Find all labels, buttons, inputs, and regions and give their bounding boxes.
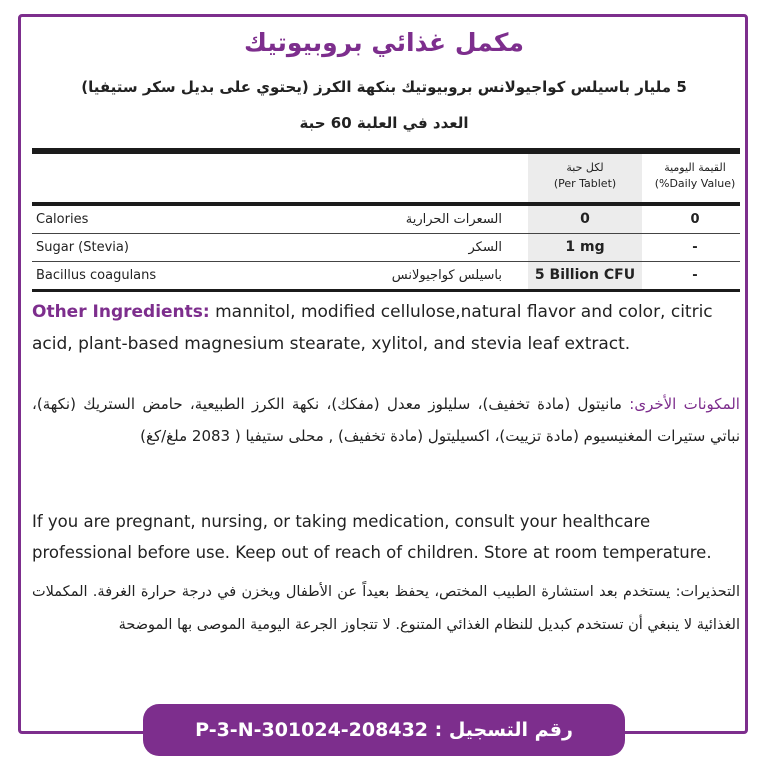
nutrient-name-ar: باسيلس كواجيولانس [391, 268, 502, 283]
nutrient-name-ar: السكر [468, 240, 502, 255]
per-tablet-header-ar: لكل حبة [566, 161, 604, 174]
daily-value: - [692, 268, 698, 283]
per-tablet-value: 5 Billion CFU [528, 262, 642, 289]
warnings-en: If you are pregnant, nursing, or taking medication, consult your healthcare professional before use. Keep out of reach of children. Store at room temperature. [32, 512, 712, 562]
table-header-row [32, 154, 740, 206]
per-tablet-header-en: (Per Tablet) [553, 177, 617, 190]
nutrient-name-en: Sugar (Stevia) [36, 240, 129, 255]
other-ingredients-label-en: Other Ingredients: [32, 302, 210, 322]
daily-value-header [650, 160, 740, 192]
daily-value-header-en: (%Daily Value) [654, 177, 736, 190]
other-ingredients-ar [32, 388, 740, 452]
product-subtitle: 5 مليار باسيلس كواجيولانس بروبيوتيك بنكهة الكرز (يحتوي على بديل سكر ستيفيا) [81, 78, 687, 96]
supplement-facts-table [32, 148, 740, 292]
nutrient-name-en: Bacillus coagulans [36, 268, 157, 283]
product-title: مكمل غذائي بروبيوتيك [244, 28, 524, 57]
tablet-count: العدد في العلبة 60 حبة [299, 114, 469, 132]
nutrient-name-ar: السعرات الحرارية [405, 212, 502, 227]
other-ingredients-label-ar: المكونات الأخرى: [629, 395, 740, 413]
daily-value-header-ar: القيمة اليومية [664, 161, 726, 174]
registration-number-badge: رقم التسجيل : P-3-N-301024-208432 [143, 704, 625, 756]
table-row [32, 262, 740, 292]
nutrient-name-en: Calories [36, 212, 89, 227]
per-tablet-value: 1 mg [528, 234, 642, 261]
daily-value: - [692, 240, 698, 255]
table-row [32, 206, 740, 234]
daily-value: 0 [690, 212, 700, 227]
per-tablet-header [528, 154, 642, 202]
other-ingredients-text-en: mannitol, modified cellulose,natural flavor and color, citric acid, plant-based magnesium stearate, xylitol, and stevia leaf extract. [32, 302, 713, 354]
per-tablet-value: 0 [528, 206, 642, 233]
table-row [32, 234, 740, 262]
other-ingredients-text-ar: مانيتول (مادة تخفيف)، سليلوز معدل (مفكك)، نكهة الكرز الطبيعية، حامض الستريك (نكهة)، نباتي ستيرات المغنيسيوم (مادة تزييت)، اكسيليتول (مادة تخفيف) , محلى ستيفيا ( 2083 ملغ/كغ) [32, 395, 740, 445]
other-ingredients-en [32, 296, 740, 360]
warnings-ar: التحذيرات: يستخدم بعد استشارة الطبيب المختص، يحفظ بعيداً عن الأطفال ويخزن في درجة حرارة الغرفة. المكملات الغذائية لا ينبغي أن تستخدم كبديل للنظام الغذائي المتنوع. لا تتجاوز الجرعة اليومية الموصى بها الموضحة [32, 584, 740, 633]
